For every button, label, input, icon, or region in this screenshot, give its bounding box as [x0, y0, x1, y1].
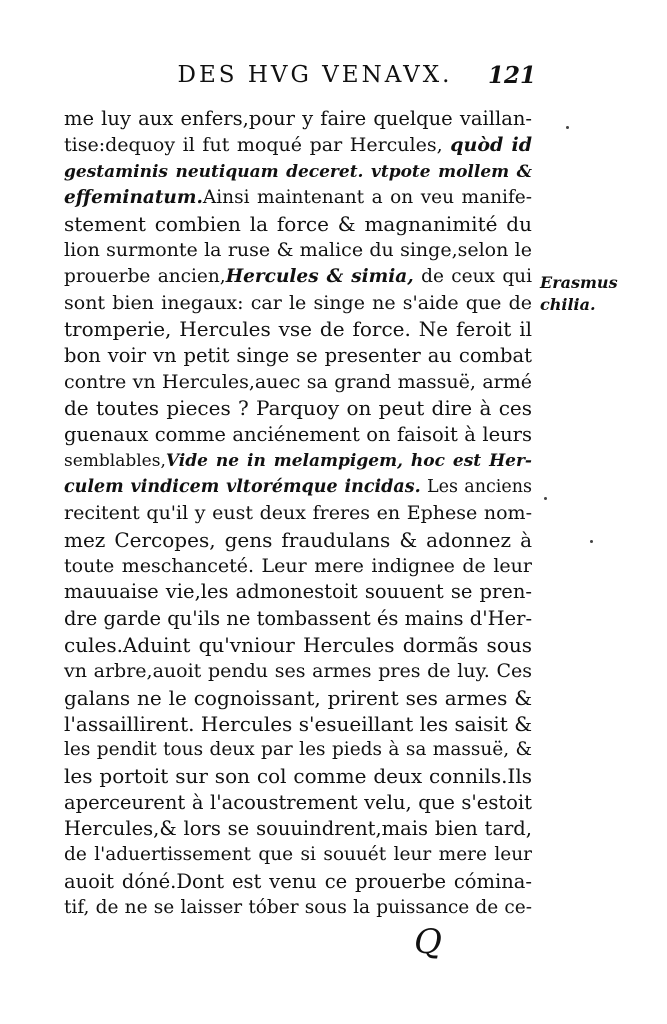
- text-line: [64, 658, 532, 684]
- text-segment: galans ne le cognoissant, prirent ses armes &: [64, 685, 532, 710]
- text-segment: me luy aux enfers,pour y faire quelque vaillan-: [64, 107, 532, 130]
- text-segment: de ceux qui: [413, 265, 533, 287]
- text-line: [64, 132, 532, 158]
- margin-speck: [544, 497, 547, 500]
- text-segment: cules.Aduint qu'vniour Hercules dormãs sous: [64, 632, 532, 657]
- text-segment: de l'aduertissement que si souuét leur mere leur: [64, 844, 532, 866]
- text-line: [64, 185, 532, 211]
- italic-segment: culem vindicem vltorémque incidas.: [64, 477, 421, 498]
- text-segment: prouerbe ancien,: [64, 265, 226, 287]
- text-line: [64, 842, 532, 868]
- text-segment: Ainsi maintenant a on veu manife-: [202, 186, 532, 208]
- text-line: [64, 316, 532, 342]
- text-line: [64, 106, 532, 132]
- text-line: [64, 632, 532, 658]
- text-line: [64, 500, 532, 526]
- text-segment: Hercules,& lors se souuindrent,mais bien tard,: [64, 817, 532, 841]
- text-line: [64, 369, 532, 395]
- text-segment: mez Cercopes, gens fraudulans & adonnez à: [64, 527, 532, 552]
- text-segment: sont bien inegaux: car le singe ne s'aide que de: [64, 292, 532, 315]
- text-segment: Les anciens: [420, 477, 532, 498]
- running-title: DES HVG VENAVX.: [177, 62, 453, 88]
- text-segment: vn arbre,auoit pendu ses armes pres de luy. Ces: [64, 660, 532, 683]
- text-segment: auoit dóné.Dont est venu ce prouerbe cómina-: [64, 869, 532, 893]
- text-line: [64, 422, 532, 448]
- text-line: [64, 343, 532, 369]
- text-segment: toute meschanceté. Leur mere indignee de leur: [64, 555, 532, 578]
- text-line: [64, 395, 532, 421]
- text-segment: bon voir vn petit singe se presenter au combat: [64, 343, 532, 367]
- text-line: [64, 211, 532, 237]
- italic-segment: Vide ne in melampigem, hoc est Her-: [165, 450, 532, 471]
- text-segment: tromperie, Hercules vse de force. Ne feroit il: [64, 317, 532, 342]
- text-line: [64, 763, 532, 789]
- text-segment: recitent qu'il y eust deux freres en Ephese nom-: [64, 502, 532, 525]
- text-line: [64, 290, 532, 316]
- text-segment: contre vn Hercules,auec sa grand massuë, armé: [64, 370, 532, 393]
- page-number: 121: [488, 62, 537, 89]
- margin-speck: [590, 540, 593, 543]
- text-line: [64, 816, 532, 842]
- text-segment: stement combien la force & magnanimité du: [64, 212, 532, 237]
- text-segment: les portoit sur son col comme deux connils.Ils: [64, 764, 532, 789]
- text-segment: aperceurent à l'acoustrement velu, que s'estoit: [64, 790, 532, 814]
- text-line: [64, 579, 532, 605]
- text-segment: l'assaillirent. Hercules s'esueillant les saisit &: [64, 711, 532, 736]
- text-segment: dre garde qu'ils ne tombassent és mains d'Her-: [64, 606, 533, 630]
- text-line: [64, 553, 532, 579]
- italic-segment: effeminatum.: [64, 186, 203, 208]
- italic-segment: quòd id: [450, 134, 532, 157]
- italic-segment: Hercules & simia,: [225, 265, 414, 287]
- text-line: [64, 869, 532, 895]
- text-line: [64, 159, 532, 185]
- margin-note-line-2: chilia.: [540, 295, 596, 314]
- catchword: Q: [414, 922, 442, 962]
- italic-segment: gestaminis neutiquam deceret. vtpote mollem &: [64, 161, 532, 182]
- text-segment: lion surmonte la ruse & malice du singe,selon le: [64, 239, 532, 262]
- margin-note: [540, 272, 618, 316]
- text-segment: guenaux comme anciénement on faisoit à leurs: [64, 422, 532, 446]
- text-segment: mauuaise vie,les admonestoit souuent se pren-: [64, 580, 532, 604]
- text-line: [64, 895, 532, 921]
- text-segment: de toutes pieces ? Parquoy on peut dire à ces: [64, 396, 532, 421]
- margin-speck: [566, 126, 569, 129]
- margin-note-line-1: Erasmus: [540, 273, 618, 292]
- text-line: [64, 474, 532, 500]
- text-line: [64, 737, 532, 763]
- text-segment: les pendit tous deux par les pieds à sa massuë, &: [64, 739, 532, 761]
- text-line: [64, 264, 532, 290]
- text-line: [64, 237, 532, 263]
- text-line: [64, 711, 532, 737]
- text-line: [64, 790, 532, 816]
- text-segment: semblables,: [64, 450, 166, 471]
- text-segment: tise:dequoy il fut moqué par Hercules,: [64, 134, 451, 157]
- text-line: [64, 606, 532, 632]
- text-line: [64, 685, 532, 711]
- text-segment: tif, de ne se laisser tóber sous la puissance de ce-: [64, 896, 532, 918]
- text-line: [64, 527, 532, 553]
- text-line: [64, 448, 532, 474]
- body-text: [64, 106, 532, 921]
